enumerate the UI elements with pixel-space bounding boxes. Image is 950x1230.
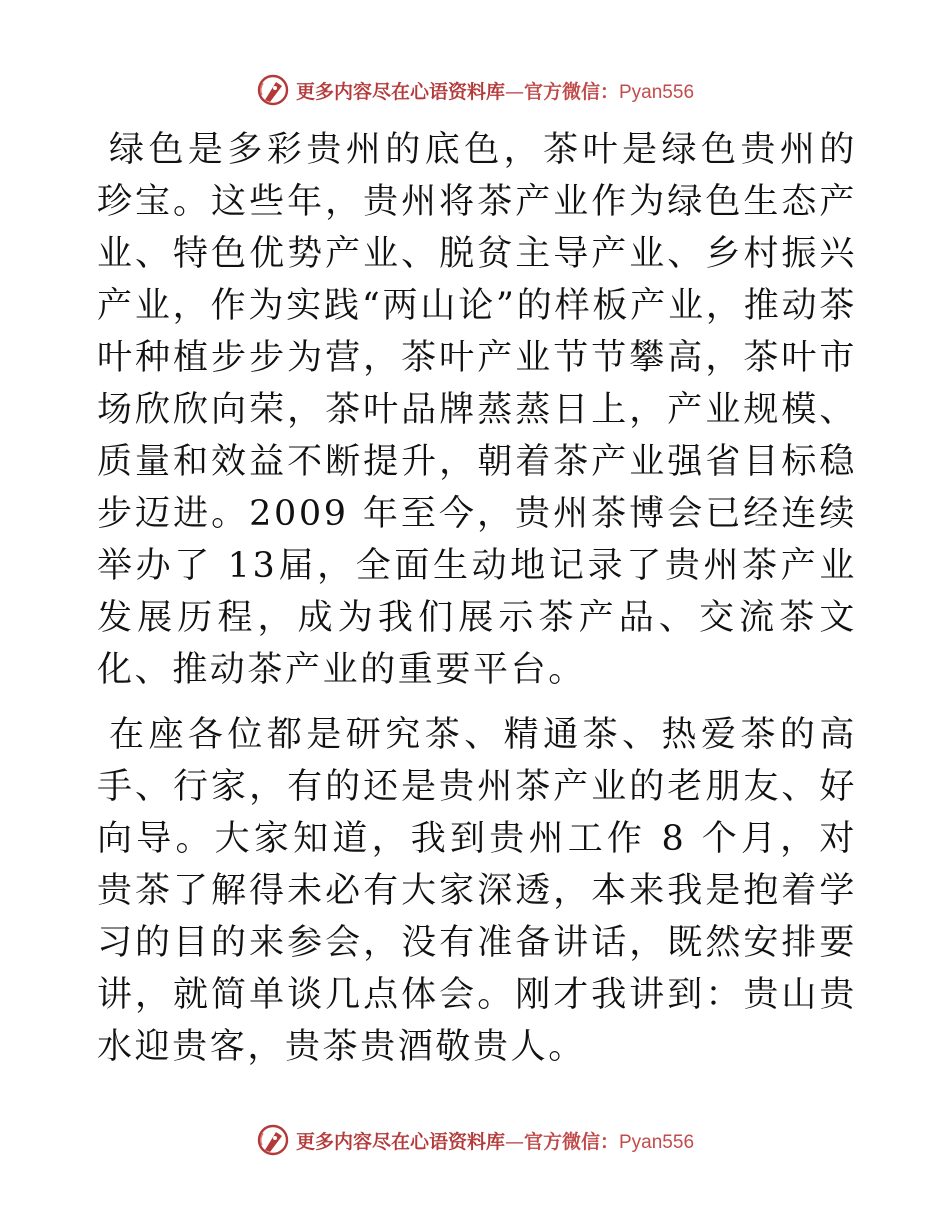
banner-wechat-label: 官方微信： xyxy=(523,80,619,103)
pen-nib-logo-icon xyxy=(256,1123,290,1157)
banner-text xyxy=(296,1127,694,1154)
banner-site-text: 更多内容尽在心语资料库 xyxy=(295,80,505,103)
banner-text xyxy=(296,77,694,104)
banner-wechat-id: Pyan556 xyxy=(619,81,695,103)
paragraph-1: 绿色是多彩贵州的底色，茶叶是绿色贵州的珍宝。这些年，贵州将茶产业作为绿色生态产业、特色优势产业、脱贫主导产业、乡村振兴产业，作为实践“两山论”的样板产业，推动茶叶种植步步为营，茶叶产业节节攀高，茶叶市场欣欣向荣，茶叶品牌蒸蒸日上，产业规模、质量和效益不断提升，朝着茶产业强省目标稳步迈进。2009 年至今，贵州茶博会已经连续举办了 13届，全面生动地记录了贵州茶产业发展历程，成为我们展示茶产品、交流茶文化、推动茶产业的重要平台。 xyxy=(97,130,857,690)
banner-site-text: 更多内容尽在心语资料库 xyxy=(295,1130,505,1153)
document-body xyxy=(97,124,857,1073)
header-banner xyxy=(0,70,950,110)
header-banner-content xyxy=(256,73,694,107)
banner-separator: — xyxy=(504,1130,524,1153)
banner-wechat-id: Pyan556 xyxy=(619,1131,695,1153)
banner-wechat-label: 官方微信： xyxy=(523,1130,619,1153)
footer-banner-content xyxy=(256,1123,694,1157)
paragraph-2: 在座各位都是研究茶、精通茶、热爱茶的高手、行家，有的还是贵州茶产业的老朋友、好向导。大家知道，我到贵州工作 8 个月，对贵茶了解得未必有大家深透，本来我是抱着学习的目的来参会，没有准备讲话，既然安排要讲，就简单谈几点体会。刚才我讲到：贵山贵水迎贵客，贵茶贵酒敬贵人。 xyxy=(97,715,857,1067)
pen-nib-logo-icon xyxy=(256,73,290,107)
banner-separator: — xyxy=(504,80,524,103)
footer-banner xyxy=(0,1120,950,1160)
